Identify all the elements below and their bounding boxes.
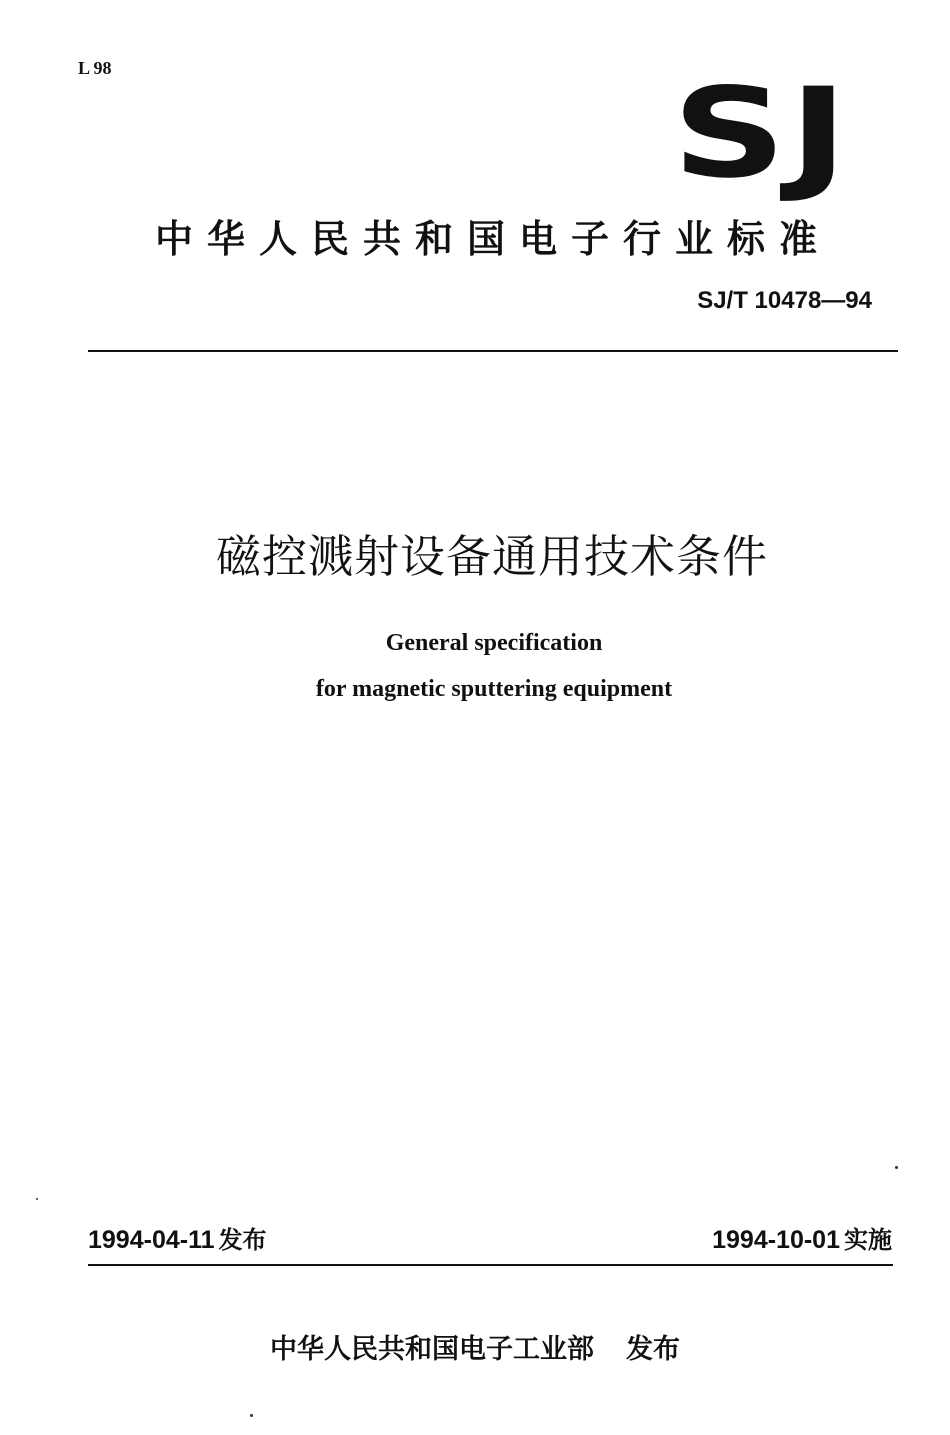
publisher-name: 中华人民共和国电子工业部 — [270, 1334, 594, 1365]
sj-logo: SJ — [672, 62, 851, 206]
standard-category: 中华人民共和国电子行业标准 — [155, 217, 832, 261]
implementation-date-block — [712, 1220, 892, 1255]
issue-date: 1994-04-11 — [88, 1226, 215, 1254]
document-title-english-line2: for magnetic sputtering equipment — [315, 676, 673, 702]
header-divider — [88, 350, 898, 352]
implementation-label: 实施 — [844, 1226, 892, 1254]
footer-divider — [88, 1264, 893, 1266]
publisher-line — [270, 1327, 680, 1366]
scan-speck — [895, 1166, 898, 1169]
implementation-date: 1994-10-01 — [712, 1226, 840, 1254]
document-title-chinese: 磁控溅射设备通用技术条件 — [215, 530, 768, 583]
publish-label: 发布 — [626, 1334, 680, 1365]
classification-code: L 98 — [78, 58, 112, 78]
standard-number: SJ/T 10478—94 — [697, 287, 872, 314]
issue-label: 发布 — [218, 1226, 267, 1254]
document-title-english-line1: General specification — [385, 630, 603, 656]
issue-date-block — [88, 1220, 267, 1255]
scan-speck — [250, 1414, 253, 1417]
scan-speck — [36, 1198, 38, 1200]
